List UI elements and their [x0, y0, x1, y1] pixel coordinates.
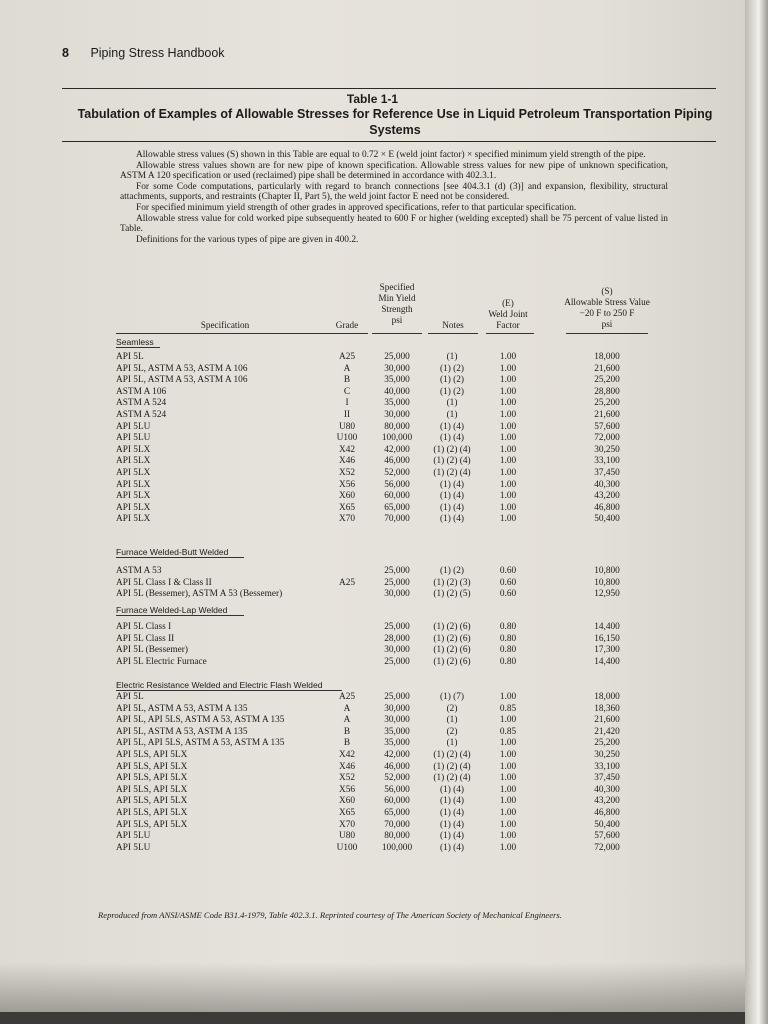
cell-notes: (1) (4) [439, 491, 464, 502]
cell-e: 1.00 [499, 842, 517, 853]
cell-e: 1.00 [499, 444, 517, 455]
cell-s: 43,200 [594, 796, 620, 807]
cell-s: 21,600 [594, 715, 620, 726]
cell-notes: (1) (2) [439, 363, 464, 374]
table-row [0, 387, 745, 398]
table-row [0, 589, 745, 600]
header-underline [326, 333, 368, 334]
cell-e: 1.00 [499, 491, 517, 502]
table-row [0, 445, 745, 456]
cell-e: 1.00 [499, 433, 517, 444]
cell-min-yield: 60,000 [384, 796, 410, 807]
intro-paragraph: Allowable stress values (S) shown in this Table are equal to 0.72 × E (weld joint factor) × specified minimum yield strength of the pipe. [136, 150, 646, 160]
cell-spec: API 5L, ASTM A 53, ASTM A 106 [116, 375, 248, 386]
header-underline [566, 333, 648, 334]
cell-s: 30,250 [594, 444, 620, 455]
cell-s: 57,600 [594, 831, 620, 842]
cell-grade: X46 [338, 456, 355, 467]
table-row [0, 514, 745, 525]
cell-notes: (1) (4) [439, 514, 464, 525]
cell-e: 1.00 [499, 796, 517, 807]
table-row [0, 398, 745, 409]
cell-notes: (1) (4) [439, 831, 464, 842]
table-row [0, 578, 745, 589]
cell-e: 1.00 [499, 375, 517, 386]
cell-notes: (1) [446, 410, 458, 420]
cell-e: 1.00 [499, 514, 517, 525]
cell-e: 1.00 [499, 352, 517, 362]
cell-min-yield: 46,000 [384, 761, 410, 772]
cell-min-yield: 25,000 [384, 352, 410, 362]
cell-grade: A [343, 363, 351, 374]
cell-grade: B [343, 375, 351, 386]
col-header-line: Allowable Stress Value [564, 297, 650, 307]
col-header-line: Specified [379, 282, 415, 292]
cell-spec: API 5LX [116, 468, 151, 478]
cell-min-yield: 56,000 [384, 784, 410, 795]
cell-spec: API 5L Electric Furnace [116, 656, 207, 667]
cell-e: 1.00 [499, 773, 517, 784]
table-row [0, 634, 745, 645]
cell-s: 40,300 [594, 784, 620, 795]
cell-min-yield: 30,000 [384, 703, 410, 714]
cell-s: 28,800 [594, 386, 620, 397]
cell-s: 46,800 [594, 808, 620, 818]
cell-notes: (1) (2) (6) [433, 656, 471, 667]
cell-notes: (1) (2) (6) [433, 645, 471, 656]
cell-notes: (1) [446, 715, 458, 726]
cell-spec: API 5LU [116, 831, 151, 842]
table-row [0, 456, 745, 467]
cell-notes: (1) (4) [439, 421, 464, 432]
cell-spec: API 5LU [116, 433, 151, 444]
cell-grade: X46 [338, 761, 355, 772]
col-header-line: psi [391, 315, 403, 325]
cell-s: 50,400 [594, 514, 620, 525]
col-header-line: (E) [502, 298, 514, 308]
cell-spec: API 5LS, API 5LX [116, 773, 188, 784]
cell-s: 18,000 [594, 352, 620, 362]
cell-notes: (1) (2) (4) [433, 761, 471, 772]
cell-e: 1.00 [499, 479, 517, 490]
cell-min-yield: 35,000 [384, 398, 410, 409]
cell-min-yield: 25,000 [384, 692, 410, 702]
cell-s: 25,200 [594, 375, 620, 386]
header-underline [428, 333, 478, 334]
cell-notes: (1) (2) (4) [433, 773, 471, 784]
cell-grade: X70 [338, 514, 355, 525]
cell-min-yield: 56,000 [384, 479, 410, 490]
cell-e: 1.00 [499, 715, 517, 726]
cell-e: 1.00 [499, 819, 517, 830]
cell-e: 1.00 [499, 398, 517, 409]
cell-s: 14,400 [594, 622, 620, 632]
book-title: Piping Stress Handbook [90, 46, 225, 60]
cell-grade: A25 [338, 577, 355, 588]
cell-e: 0.80 [499, 633, 517, 644]
cell-spec: API 5L Class I & Class II [116, 577, 212, 588]
section-underline [116, 347, 160, 348]
col-header-line: Factor [496, 320, 520, 330]
cell-s: 17,300 [594, 645, 620, 656]
cell-min-yield: 35,000 [384, 375, 410, 386]
cell-grade: B [343, 738, 351, 749]
section-underline [116, 557, 244, 558]
cell-spec: API 5L Class II [116, 633, 175, 644]
cell-grade: X65 [338, 502, 355, 513]
cell-grade: X42 [338, 750, 355, 760]
table-number: Table 1-1 [346, 92, 399, 106]
page-bottom-shadow [0, 962, 745, 1012]
title-rule [62, 141, 716, 142]
cell-s: 12,950 [594, 589, 620, 600]
running-header [62, 46, 225, 60]
table-row [0, 503, 745, 514]
cell-grade: X60 [338, 796, 355, 807]
cell-min-yield: 52,000 [384, 773, 410, 784]
intro-paragraph: Definitions for the various types of pipe are given in 400.2. [136, 234, 359, 245]
col-header-notes: Notes [442, 320, 464, 330]
cell-s: 21,420 [594, 726, 620, 737]
cell-min-yield: 25,000 [384, 656, 410, 667]
cell-spec: API 5LX [116, 491, 151, 502]
cell-grade: A [343, 703, 351, 714]
cell-notes: (1) [446, 738, 458, 749]
section-heading: Furnace Welded-Lap Welded [116, 605, 228, 615]
cell-e: 1.00 [499, 363, 517, 374]
cell-s: 10,800 [594, 566, 620, 576]
table-row [0, 808, 745, 819]
cell-s: 16,150 [594, 633, 620, 644]
cell-grade: A25 [338, 352, 355, 362]
cell-notes: (1) (2) [439, 566, 464, 576]
col-header-weld-joint [478, 298, 538, 331]
col-header-line: Min Yield [378, 293, 416, 303]
cell-min-yield: 28,000 [384, 633, 410, 644]
table-row [0, 422, 745, 433]
cell-e: 0.60 [499, 589, 517, 600]
source-credit: Reproduced from ANSI/ASME Code B31.4-1979, Table 402.3.1. Reprinted courtesy of The American Society of Mechanical Engineers. [98, 910, 562, 920]
cell-grade: I [345, 398, 349, 409]
table-row [0, 843, 745, 854]
cell-grade: U100 [336, 842, 358, 853]
cell-e: 1.00 [499, 502, 517, 513]
cell-s: 33,100 [594, 761, 620, 772]
cell-spec: API 5L, API 5LS, ASTM A 53, ASTM A 135 [116, 738, 285, 749]
table-row [0, 566, 745, 577]
cell-grade: X60 [338, 491, 355, 502]
col-header-line: Weld Joint [488, 309, 528, 319]
section-underline [116, 615, 244, 616]
cell-spec: API 5LX [116, 514, 151, 525]
cell-e: 1.00 [499, 738, 517, 749]
cell-min-yield: 35,000 [384, 726, 410, 737]
table-row [0, 375, 745, 386]
cell-s: 37,450 [594, 468, 620, 478]
cell-notes: (1) (2) (6) [433, 622, 471, 632]
book-spine-edge [745, 0, 768, 1024]
cell-e: 0.60 [499, 577, 517, 588]
cell-notes: (1) (2) (4) [433, 750, 471, 760]
cell-min-yield: 46,000 [384, 456, 410, 467]
section-heading: Electric Resistance Welded and Electric Flash Welded [116, 680, 323, 690]
cell-e: 1.00 [499, 831, 517, 842]
cell-s: 40,300 [594, 479, 620, 490]
cell-notes: (2) [446, 703, 458, 714]
section-underline [116, 690, 342, 691]
col-header-line: −20 F to 250 F [579, 308, 635, 318]
header-rule [62, 88, 716, 89]
cell-e: 1.00 [499, 761, 517, 772]
cell-min-yield: 70,000 [384, 819, 410, 830]
section-heading: Seamless [116, 337, 154, 347]
cell-min-yield: 40,000 [384, 386, 410, 397]
cell-min-yield: 80,000 [384, 421, 410, 432]
table-row [0, 750, 745, 761]
cell-spec: API 5L (Bessemer) [116, 645, 188, 656]
cell-s: 57,600 [594, 421, 620, 432]
cell-s: 14,400 [594, 656, 620, 667]
cell-notes: (1) [446, 352, 458, 362]
cell-notes: (1) (2) (4) [433, 456, 471, 467]
table-row [0, 727, 745, 738]
cell-notes: (1) (7) [439, 692, 464, 702]
cell-s: 18,000 [594, 692, 620, 702]
cell-spec: API 5LS, API 5LX [116, 796, 188, 807]
table-row [0, 364, 745, 375]
table-row [0, 738, 745, 749]
col-header-specification: Specification [200, 320, 250, 330]
cell-grade: U80 [338, 421, 355, 432]
cell-e: 1.00 [499, 692, 517, 702]
cell-s: 25,200 [594, 398, 620, 409]
cell-s: 10,800 [594, 577, 620, 588]
cell-min-yield: 25,000 [384, 566, 410, 576]
table-row [0, 692, 745, 703]
cell-s: 72,000 [594, 433, 620, 444]
cell-min-yield: 30,000 [384, 645, 410, 656]
cell-grade: X56 [338, 479, 355, 490]
intro-paragraph: For specified minimum yield strength of other grades in approved specifications, refer to that particular specification. [136, 202, 577, 213]
header-underline [116, 333, 346, 334]
cell-s: 18,360 [594, 703, 620, 714]
cell-min-yield: 25,000 [384, 577, 410, 588]
cell-spec: API 5LU [116, 421, 151, 432]
table-row [0, 785, 745, 796]
cell-grade: A25 [338, 692, 355, 702]
cell-spec: API 5LX [116, 502, 151, 513]
cell-min-yield: 30,000 [384, 363, 410, 374]
cell-e: 0.80 [499, 622, 517, 632]
cell-notes: (1) (2) (4) [433, 468, 471, 478]
cell-e: 0.80 [499, 645, 517, 656]
cell-min-yield: 80,000 [384, 831, 410, 842]
col-header-line: psi [601, 319, 613, 329]
cell-grade: X42 [338, 444, 355, 455]
cell-spec: API 5L (Bessemer), ASTM A 53 (Bessemer) [116, 589, 283, 600]
cell-e: 1.00 [499, 784, 517, 795]
col-header-line: (S) [601, 286, 613, 296]
cell-notes: (1) (4) [439, 808, 464, 818]
cell-spec: API 5LS, API 5LX [116, 761, 188, 772]
cell-spec: ASTM A 53 [116, 566, 162, 576]
cell-notes: (1) (2) [439, 375, 464, 386]
cell-min-yield: 42,000 [384, 750, 410, 760]
cell-s: 37,450 [594, 773, 620, 784]
cell-min-yield: 65,000 [384, 808, 410, 818]
col-header-min-yield [362, 282, 432, 326]
cell-spec: ASTM A 106 [116, 386, 167, 397]
intro-paragraph: Allowable stress values shown are for new pipe of known specification. Allowable stress values for new pipe of unknown specification, ASTM A 120 specification or used (reclaimed) pipe shall be determined in accordance with 402.3.1. [120, 160, 668, 182]
cell-min-yield: 100,000 [381, 433, 413, 444]
cell-s: 43,200 [594, 491, 620, 502]
table-row [0, 410, 745, 421]
cell-spec: API 5L, API 5LS, ASTM A 53, ASTM A 135 [116, 715, 285, 726]
cell-spec: API 5L [116, 352, 144, 362]
cell-e: 1.00 [499, 468, 517, 478]
cell-notes: (1) (2) (4) [433, 444, 471, 455]
cell-min-yield: 30,000 [384, 715, 410, 726]
header-underline [372, 333, 422, 334]
table-row [0, 491, 745, 502]
cell-e: 0.85 [499, 703, 517, 714]
cell-spec: ASTM A 524 [116, 398, 167, 409]
cell-min-yield: 70,000 [384, 514, 410, 525]
cell-notes: (1) (2) [439, 386, 464, 397]
col-header-line: Strength [381, 304, 413, 314]
table-row [0, 480, 745, 491]
cell-e: 0.85 [499, 726, 517, 737]
cell-notes: (1) (4) [439, 479, 464, 490]
cell-e: 1.00 [499, 808, 517, 818]
intro-paragraph: Allowable stress value for cold worked pipe subsequently heated to 600 F or higher (welding excepted) shall be 75 percent of value listed in Table. [120, 213, 668, 235]
cell-e: 0.60 [499, 566, 517, 576]
cell-grade: X52 [338, 773, 355, 784]
table-row [0, 820, 745, 831]
cell-grade: B [343, 726, 351, 737]
cell-notes: (1) (4) [439, 433, 464, 444]
cell-spec: API 5L, ASTM A 53, ASTM A 106 [116, 363, 248, 374]
table-row [0, 433, 745, 444]
cell-spec: API 5L [116, 692, 144, 702]
section-heading: Furnace Welded-Butt Welded [116, 547, 229, 557]
col-header-allowable-stress [544, 286, 670, 330]
table-row [0, 773, 745, 784]
cell-notes: (1) (2) (5) [433, 589, 471, 600]
cell-grade: X70 [338, 819, 355, 830]
table-row [0, 352, 745, 363]
table-row [0, 468, 745, 479]
cell-grade: X52 [338, 468, 355, 478]
table-row [0, 715, 745, 726]
cell-notes: (1) (4) [439, 819, 464, 830]
table-row [0, 657, 745, 668]
cell-grade: X56 [338, 784, 355, 795]
cell-min-yield: 52,000 [384, 468, 410, 478]
cell-s: 72,000 [594, 842, 620, 853]
cell-grade: U100 [336, 433, 358, 444]
cell-min-yield: 42,000 [384, 444, 410, 455]
cell-notes: (1) (4) [439, 784, 464, 795]
cell-spec: API 5L, ASTM A 53, ASTM A 135 [116, 703, 248, 714]
cell-spec: API 5L Class I [116, 622, 172, 632]
cell-s: 21,600 [594, 410, 620, 420]
table-title: Tabulation of Examples of Allowable Stresses for Reference Use in Liquid Petroleum Transportation Piping Systems [77, 107, 713, 137]
cell-min-yield: 30,000 [384, 589, 410, 600]
cell-spec: API 5LS, API 5LX [116, 808, 188, 818]
cell-notes: (1) (4) [439, 842, 464, 853]
intro-notes [120, 150, 668, 245]
cell-grade: U80 [338, 831, 355, 842]
cell-notes: (2) [446, 726, 458, 737]
cell-spec: API 5LS, API 5LX [116, 819, 188, 830]
cell-s: 46,800 [594, 502, 620, 513]
table-row [0, 831, 745, 842]
cell-min-yield: 65,000 [384, 502, 410, 513]
cell-spec: API 5LS, API 5LX [116, 750, 188, 760]
cell-notes: (1) (4) [439, 502, 464, 513]
cell-s: 30,250 [594, 750, 620, 760]
cell-spec: API 5L, ASTM A 53, ASTM A 135 [116, 726, 248, 737]
table-row [0, 762, 745, 773]
table-row [0, 704, 745, 715]
cell-notes: (1) (2) (6) [433, 633, 471, 644]
intro-paragraph: For some Code computations, particularly with regard to branch connections [see 404.3.1 (d) (3)] and expansion, flexibility, structural attachments, supports, and restraints (Chapter II, Part 5), the weld joint factor E need not be considered. [120, 181, 668, 203]
cell-min-yield: 30,000 [384, 410, 410, 420]
table-row [0, 796, 745, 807]
cell-spec: ASTM A 524 [116, 410, 167, 420]
cell-grade: A [343, 715, 351, 726]
cell-s: 50,400 [594, 819, 620, 830]
cell-s: 33,100 [594, 456, 620, 467]
cell-e: 1.00 [499, 750, 517, 760]
cell-notes: (1) (4) [439, 796, 464, 807]
cell-min-yield: 60,000 [384, 491, 410, 502]
col-header-grade: Grade [335, 320, 359, 330]
cell-e: 1.00 [499, 386, 517, 397]
page-number: 8 [62, 46, 69, 60]
cell-min-yield: 35,000 [384, 738, 410, 749]
cell-spec: API 5LX [116, 456, 151, 467]
cell-e: 1.00 [499, 456, 517, 467]
cell-grade: X65 [338, 808, 355, 818]
header-underline [486, 333, 534, 334]
cell-e: 1.00 [499, 410, 517, 420]
cell-e: 1.00 [499, 421, 517, 432]
cell-spec: API 5LX [116, 444, 151, 455]
table-row [0, 622, 745, 633]
cell-spec: API 5LS, API 5LX [116, 784, 188, 795]
cell-spec: API 5LX [116, 479, 151, 490]
cell-grade: II [343, 410, 351, 420]
cell-min-yield: 25,000 [384, 622, 410, 632]
cell-s: 25,200 [594, 738, 620, 749]
cell-s: 21,600 [594, 363, 620, 374]
cell-spec: API 5LU [116, 842, 151, 853]
cell-notes: (1) (2) (3) [433, 577, 471, 588]
cell-min-yield: 100,000 [381, 842, 413, 853]
cell-grade: C [343, 386, 351, 397]
table-row [0, 645, 745, 656]
cell-notes: (1) [446, 398, 458, 409]
cell-e: 0.80 [499, 656, 517, 667]
